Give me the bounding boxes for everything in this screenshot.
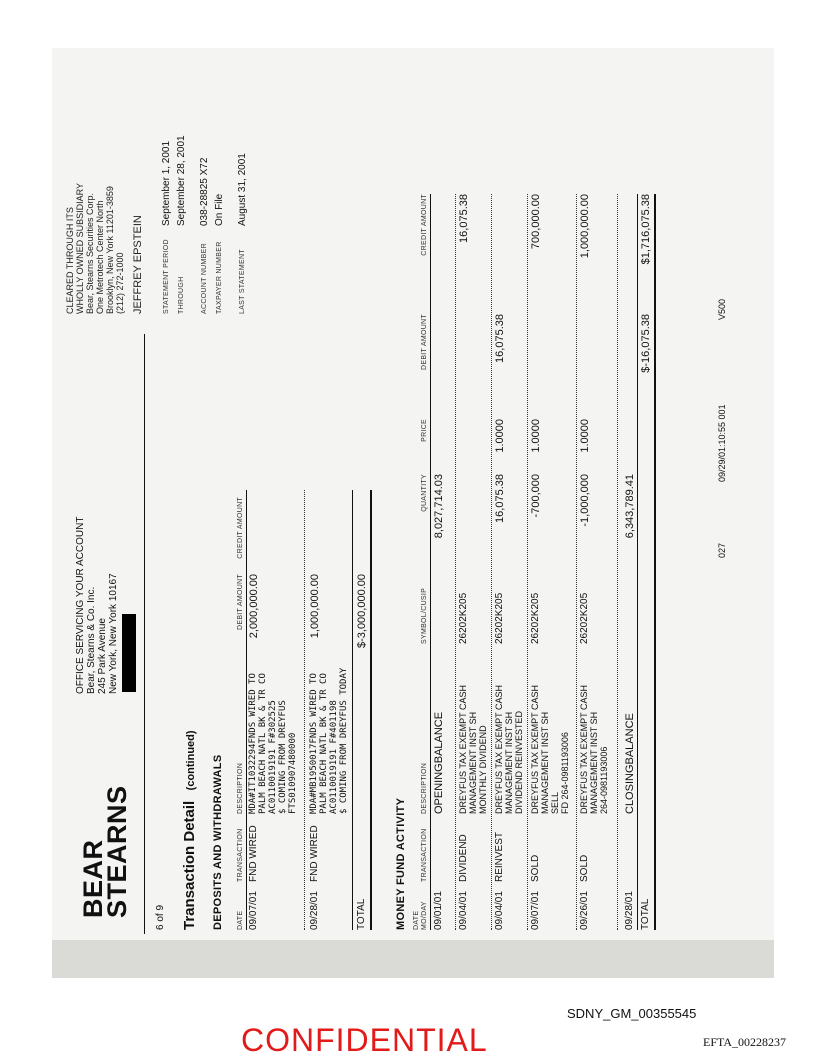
taxpayer-number-label: TAXPAYER NUMBER <box>216 241 223 314</box>
statement-period-row <box>159 74 174 314</box>
col-description: DESCRIPTION <box>237 762 244 814</box>
clearing-block <box>65 183 144 314</box>
col-description: DESCRIPTION <box>421 762 428 814</box>
statement-info <box>159 74 250 314</box>
row-description <box>248 673 298 814</box>
money-fund-total-rule <box>637 194 638 930</box>
scan-shadow <box>52 940 774 978</box>
header-rule <box>144 334 145 934</box>
description-line: MANAGEMENT INST SH <box>504 711 514 814</box>
last-statement-label: LAST STATEMENT <box>239 249 246 314</box>
description-line: MANAGEMENT INST SH <box>468 711 478 814</box>
description-line: MANAGEMENT INST SH <box>589 711 599 814</box>
through-value: September 28, 2001 <box>176 135 187 226</box>
description-line: DREYFUS TAX EXEMPT CASH <box>579 684 589 814</box>
footer-page-code: 027 <box>717 542 727 558</box>
money-fund-title: MONEY FUND ACTIVITY <box>395 797 407 930</box>
col-transaction: TRANSACTION <box>237 828 244 882</box>
last-statement-row <box>235 74 250 314</box>
row-symbol: 26202K205 <box>579 592 590 644</box>
row-description: OPENINGBALANCE <box>433 711 445 814</box>
row-quantity: -700,000 <box>530 474 542 518</box>
clearing-line: One Metrotech Center North <box>95 200 105 314</box>
row-transaction: SOLD <box>579 854 590 882</box>
confidential-stamp: CONFIDENTIAL <box>241 1022 488 1058</box>
row-debit: 16,075.38 <box>494 314 506 363</box>
taxpayer-number-value: On File <box>214 193 225 226</box>
footer-code: V500 <box>717 298 727 320</box>
logo-line1: BEAR <box>78 839 108 918</box>
office-line: New York, New York 10167 <box>108 573 119 694</box>
row-divider <box>491 194 492 930</box>
office-label: OFFICE SERVICING YOUR ACCOUNT <box>75 516 86 694</box>
row-date: 09/28/01 <box>309 891 320 930</box>
col-transaction: TRANSACTION <box>421 828 428 882</box>
row-description <box>494 685 524 814</box>
row-description: CLOSINGBALANCE <box>624 713 636 814</box>
row-transaction: DIVIDEND <box>458 834 469 882</box>
description-line: MDA#IT1032294FNDS WIRED TO <box>248 673 258 814</box>
row-quantity: 6,343,789.41 <box>624 474 636 539</box>
rotated-statement <box>59 64 739 944</box>
office-block <box>75 517 119 694</box>
row-divider <box>576 194 577 930</box>
row-symbol: 26202K205 <box>530 592 541 644</box>
money-fund-total-double-rule <box>654 194 656 930</box>
section-title-suffix: (continued) <box>185 730 197 791</box>
col-symbol: SYMBOL/CUSIP <box>421 587 428 644</box>
statement-period-value: September 1, 2001 <box>161 140 172 226</box>
statement-period-label: STATEMENT PERIOD <box>163 239 170 314</box>
bates-number: SDNY_GM_00355545 <box>567 1006 697 1021</box>
office-line: Bear, Stearns & Co. Inc. <box>86 586 97 694</box>
money-fund-total-credit: $1,716,075.38 <box>640 194 652 265</box>
row-divider <box>455 194 456 930</box>
col-quantity: QUANTITY <box>421 474 428 512</box>
row-date: 09/04/01 <box>494 891 505 930</box>
description-line: PALM BEACH NATL BK & TR CO <box>319 673 329 814</box>
logo-line2: STEARNS <box>102 785 132 918</box>
deposits-header-rule <box>246 490 247 930</box>
row-quantity: 8,027,714.03 <box>433 474 445 539</box>
row-date: 09/07/01 <box>248 891 259 930</box>
row-price: 1.0000 <box>579 419 591 453</box>
taxpayer-number-row <box>212 74 227 314</box>
section-heading <box>181 730 199 930</box>
col-price: PRICE <box>421 419 428 442</box>
clearing-line: (212) 272-1000 <box>115 252 125 314</box>
description-line: FD 264-0981193006 <box>560 732 570 814</box>
description-line: FTS010907480000 <box>288 732 298 814</box>
row-debit: 1,000,000.00 <box>309 574 321 639</box>
redaction-box <box>122 614 136 692</box>
col-date: DATE MO/DAY <box>413 901 428 930</box>
row-price: 1.0000 <box>494 419 506 453</box>
row-divider <box>304 490 305 930</box>
account-number-label: ACCOUNT NUMBER <box>201 243 208 314</box>
description-line: SELL <box>550 791 560 814</box>
row-date: 09/01/01 <box>433 891 444 930</box>
account-number-value: 038-28825 X72 <box>199 157 210 226</box>
description-line: MONTHLY DIVIDEND <box>478 725 488 814</box>
row-credit: 1,000,000.00 <box>579 194 591 259</box>
deposits-title: DEPOSITS AND WITHDRAWALS <box>212 754 224 930</box>
description-line: DIVIDEND REINVESTED <box>514 710 524 814</box>
row-price: 1.0000 <box>530 419 542 453</box>
row-symbol: 26202K205 <box>494 592 505 644</box>
description-line: PALM BEACH NATL BK & TR CO <box>258 673 268 814</box>
money-fund-total-debit: $-16,075.38 <box>640 314 652 373</box>
row-description <box>309 668 349 814</box>
row-divider <box>527 194 528 930</box>
description-line: DREYFUS TAX EXEMPT CASH <box>458 684 468 814</box>
row-date: 09/07/01 <box>530 891 541 930</box>
description-line: MDA#MB1950017FNDS WIRED TO <box>309 673 319 814</box>
clearing-line: Brooklyn, New York 11201-3859 <box>105 186 115 314</box>
total-double-rule <box>370 490 372 930</box>
deposits-total-label: TOTAL <box>356 898 367 930</box>
money-fund-header-rule <box>430 194 431 930</box>
section-title: Transaction Detail <box>181 800 198 930</box>
clearing-line: CLEARED THROUGH ITS <box>65 207 75 314</box>
description-line: 264-0981193006 <box>599 746 609 814</box>
description-line: AC0110019191 F#302525 <box>268 700 278 814</box>
row-transaction: REINVEST <box>494 831 505 882</box>
col-credit: CREDIT AMOUNT <box>237 497 244 559</box>
row-transaction: FND WIRED <box>248 825 259 882</box>
total-rule <box>352 490 353 930</box>
row-description <box>579 685 609 814</box>
col-debit: DEBIT AMOUNT <box>237 574 244 630</box>
last-statement-value: August 31, 2001 <box>237 153 248 226</box>
col-date: DATE <box>237 910 244 930</box>
row-date: 09/04/01 <box>458 891 469 930</box>
row-symbol: 26202K205 <box>458 592 469 644</box>
col-debit: DEBIT AMOUNT <box>421 314 428 370</box>
row-date: 09/26/01 <box>579 891 590 930</box>
row-quantity: 16,075.38 <box>494 474 506 523</box>
description-line: AC0110019191 F#401198 <box>329 700 339 814</box>
description-line: DREYFUS TAX EXEMPT CASH <box>530 684 540 814</box>
bear-stearns-logo <box>78 785 132 918</box>
row-transaction: SOLD <box>530 854 541 882</box>
row-date: 09/28/01 <box>624 891 635 930</box>
efta-number: EFTA_00228237 <box>703 1035 787 1049</box>
account-number-row <box>197 74 212 314</box>
clearing-line: Bear, Stearns Securities Corp. <box>85 192 95 314</box>
row-quantity: -1,000,000 <box>579 474 591 527</box>
row-transaction: FND WIRED <box>309 825 320 882</box>
footer-timestamp: 09/29/01:10:55 001 <box>717 404 727 482</box>
deposits-total-debit: $-3,000,000.00 <box>356 574 368 649</box>
row-debit: 2,000,000.00 <box>248 574 260 639</box>
col-credit: CREDIT AMOUNT <box>421 194 428 256</box>
row-divider <box>617 194 618 930</box>
row-description <box>530 685 570 814</box>
through-label: THROUGH <box>178 276 185 314</box>
row-credit: 16,075.38 <box>458 194 470 243</box>
row-credit: 700,000.00 <box>530 194 542 250</box>
money-fund-total-label: TOTAL <box>640 898 651 930</box>
clearing-line: WHOLLY OWNED SUBSIDIARY <box>75 182 85 314</box>
description-line: DREYFUS TAX EXEMPT CASH <box>494 684 504 814</box>
office-line: 245 Park Avenue <box>97 618 108 694</box>
description-line: $ COMING FROM DREYFUS TODAY <box>339 667 349 814</box>
through-row <box>174 74 189 314</box>
description-line: MANAGEMENT INST SH <box>540 711 550 814</box>
row-description <box>458 685 488 814</box>
client-name: JEFFREY EPSTEIN <box>132 215 144 314</box>
page-indicator: 6 of 9 <box>155 904 166 930</box>
description-line: $ COMING FROM DREYFUS <box>278 700 288 814</box>
